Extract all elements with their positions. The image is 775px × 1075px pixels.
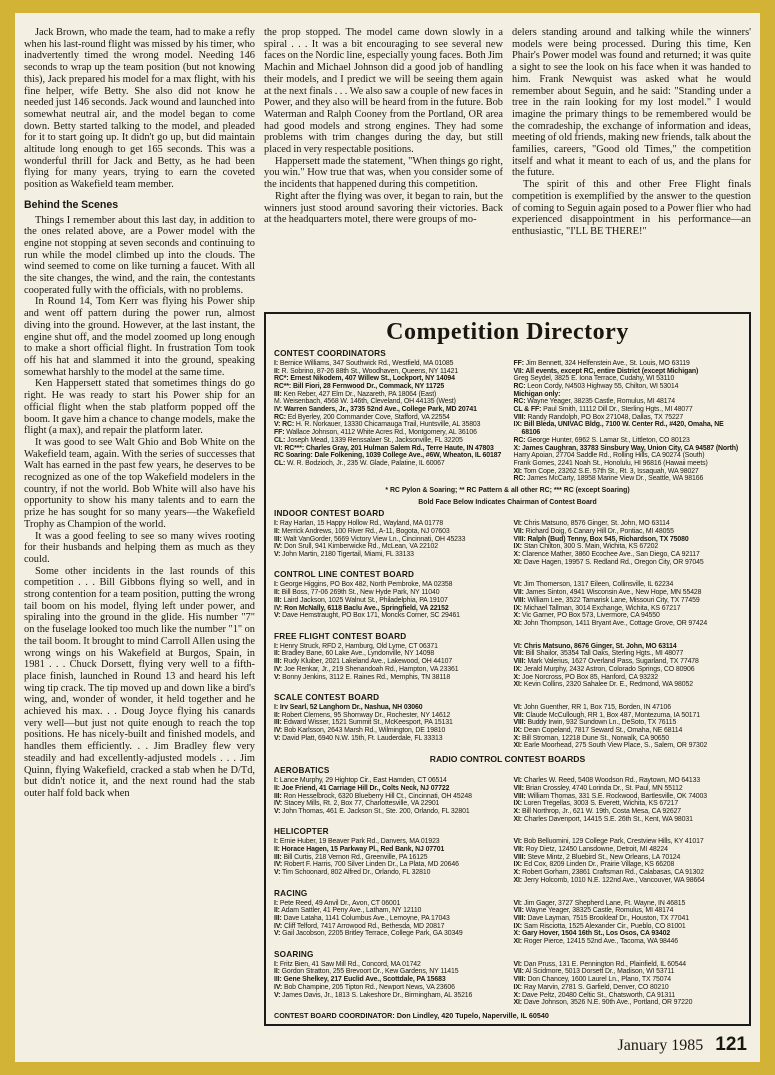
directory-entry: V: John Thomas, 461 E. Jackson St., Ste. 200, Orlando, FL 32801 [274, 807, 470, 815]
directory-entry: II: Merrick Andrews, 100 River Rd., A-11, Bogota, NJ 07603 [274, 527, 450, 535]
directory-entry: RC**: Bill Fiori, 28 Fernwood Dr., Commack, NY 11725 [274, 382, 445, 390]
directory-entry: VII: All events, except RC, entire District (except Michigan) [513, 367, 699, 375]
directory-entry: III: Bill Curtis, 218 Vernon Rd., Greenville, PA 16125 [274, 853, 428, 861]
soaring-right-column [514, 961, 742, 1007]
directory-entry: V: Tim Schoonard, 802 Alfred Dr., Orlando, FL 32810 [274, 869, 431, 877]
section-aerobatics [274, 766, 741, 823]
directory-entry: VII: Brian Crossley, 4740 Lorinda Dr., St. Paul, MN 55112 [513, 784, 683, 792]
directory-entry: II: R. Sobrino, 87-26 88th St., Woodhaven, Queens, NY 11421 [274, 367, 459, 375]
directory-entry: VIII: Mark Valerius, 1627 Overland Pass, Sugarland, TX 77478 [513, 658, 699, 666]
directory-entry: IV: Robert F. Harris, 700 Silver Linden Dr., La Plata, MD 20646 [274, 861, 459, 869]
directory-entry: III: Ron Hesselbrock, 6320 Blueberry Hill Ct., Cincinnati, OH 45248 [274, 792, 472, 800]
directory-entry: VIII: Ralph (Bud) Tenny, Box 545, Richardson, TX 75080 [513, 535, 689, 543]
directory-entry: FF: Jim Bennett, 324 Helfenstein Ave., St. Louis, MO 63119 [513, 359, 690, 367]
directory-entry: I: Fritz Bien, 41 Saw Mill Rd., Concord, MA 01742 [274, 960, 421, 968]
directory-entry: VIII: Don Chancey, 1600 Laurel Ln., Plano, TX 75074 [513, 976, 671, 984]
paragraph: The spirit of this and other Free Flight finals competition is exemplified by the answer to the question of coming to Seguin again posed to a Power flier who had experienced disappointment in his performance—an enthusiastic, "I'LL BE THERE!" [512, 179, 751, 237]
directory-entry: I: George Higgins, PO Box 482, North Pembroke, MA 02358 [274, 581, 453, 589]
directory-entry: FF: Wallace Johnson, 4112 White Acres Rd., Montgomery, AL 36106 [274, 429, 477, 437]
section-indoor-contest-board [274, 509, 741, 566]
directory-entry: X: Bill Northrop, Jr., 621 W. 19th, Costa Mesa, CA 92627 [513, 807, 682, 815]
directory-entry: X: Bill Stroman, 12218 Dune St., Norwalk, CA 90650 [513, 734, 670, 742]
directory-entry: X: Robert Gorham, 23861 Craftsman Rd., Calabasas, CA 91302 [513, 869, 704, 877]
directory-entry: I: Bernice Williams, 347 Southwick Rd., Westfield, MA 01085 [274, 359, 454, 367]
indoor-right-column [514, 520, 742, 566]
directory-entry: V: James Davis, Jr., 1813 S. Lakeshore Dr., Birmingham, AL 35216 [274, 991, 473, 999]
directory-entry: RC: James McCarty, 18958 Marine View Dr., Seattle, WA 98166 [513, 475, 704, 483]
directory-entry: M. Weisenbach, 4568 W. 146th, Cleveland, OH 44135 (West) [274, 398, 456, 406]
article-top-columns [264, 27, 751, 306]
paragraph: Behind the Scenes [24, 198, 119, 211]
page-number: 121 [715, 1034, 747, 1055]
directory-entry: XI: Charles Davenport, 14415 S.E. 26th St., Kent, WA 98031 [513, 815, 693, 823]
directory-entry: X: James Caughran, 33783 Sinsbury Way, Union City, CA 94587 (North) [513, 444, 739, 452]
paragraph: Happersett made the statement, "When things go right, you win." How true that was, when you consider some of the incidents that happened during this competition. [264, 155, 503, 191]
directory-entry: CL: W. R. Bodzioch, Jr., 235 W. Glade, Palatine, IL 60067 [274, 459, 445, 467]
paragraph: delers standing around and talking while the winners' models were being processed. During this time, Ken Phair's Power model was found and returned; it was quite a sight to see the look on his face when it was handed to him. Frank Newquist was asked what he would remember about Seguin, and he said: "Standing under a tree in the rain looking for my lost model." I would imagine the primary things to be remembered would be the comradeship, the exchange of information and ideas, meeting of old friends, making new friends, talk about the families, careers, "Good old Times," the competition itself and what it meant to each of us, and the plans for the future. [512, 27, 751, 179]
radio-control-boards-heading: RADIO CONTROL CONTEST BOARDS [429, 754, 586, 765]
section-free-flight-contest-board [274, 632, 741, 689]
directory-entry: IX: Ed Cox, 8209 Linden Dr., Prairie Village, KS 66208 [513, 861, 675, 869]
paragraph: Ken Happersett stated that sometimes things do go right. He was ready to start his Power ship for an official flight when the stab platform popped off the boom. It gave him a chance to change models, make the flight (a max), and repair the platform later. [24, 378, 255, 437]
directory-entry: II: Robert Clemens, 95 Shornway Dr., Rochester, NY 14612 [274, 711, 451, 719]
directory-entry: VI: Charles W. Reed, 5408 Woodson Rd., Raytown, MO 64133 [513, 777, 701, 785]
directory-entry: V: Dave Hemstraught, PO Box 171, Moncks Corner, SC 29461 [274, 612, 460, 620]
paragraph: Some other incidents in the last rounds of this competition . . . Bill Gibbons flying so well, and in strong contention for a team position, putting the wrong tail boom on his model, flying left under power, and spiraling into the ground in the glide. His number "7" on the fuselage looked too much like the number "1" on the tail boom. It brought to mind Carroll Allen using the wrong wings on his Wakefield at Burgos, Spain, in 1981 . . . Chuck Dorsett, flying very well to a fifth-place finish, launched in Round 13 and heard his left wing tip crack. The tip moved up and down like a bird's wing, and, wonder of wonder, it held together and he achieved his max. . . Doug Joyce flying his canards very well—but just not quite enough to reach the top positions. He has nicely-built and finished models, and handles them efficiently. . . Jim Bradley flew very steadily and had excellently-adjusted models . . . Jim Quinn, flying Wakefield, cracked a stab when he D/Td, but didn't notice it, and the next round had the stab outer half fold back when [24, 565, 255, 799]
free-flight-right-column [514, 643, 742, 689]
directory-entry: II: Bill Boss, 77-06 269th St., New Hyde Park, NY 11040 [274, 589, 440, 597]
right-area [264, 27, 751, 1056]
directory-entry: IX: Ray Marvin, 2781 S. Garfield, Denver, CO 80210 [513, 983, 669, 991]
directory-entry: RC: George Hunter, 6962 S. Lamar St., Littleton, CO 80123 [513, 436, 690, 444]
directory-entry: VII: Claude McCullough, RR 1, Box 487, Montezuma, IA 50171 [513, 711, 700, 719]
directory-entry: IV: Bob Champine, 205 Tipton Rd., Newport News, VA 23606 [274, 983, 455, 991]
directory-entry: II: Gordon Stratton, 255 Brevoort Dr., Kew Gardens, NY 11415 [274, 968, 459, 976]
directory-entry: IV: Stacey Mills, Rt. 2, Box 77, Charlottesville, VA 22901 [274, 800, 440, 808]
aerobatics-right-column [514, 777, 742, 823]
magazine-page [15, 13, 760, 1062]
directory-entry: VIII: Randy Randolph, PO Box 271048, Dallas, TX 75227 [513, 413, 684, 421]
directory-entry: III: Ken Reber, 427 Elm Dr., Nazareth, PA 18064 (East) [274, 390, 437, 398]
article-column-left [24, 27, 255, 1056]
directory-entry: IX: Dean Copeland, 7817 Seward St., Omaha, NE 68114 [513, 727, 683, 735]
section-heading: CONTEST COORDINATORS [274, 348, 386, 358]
directory-entry: XI: Roger Pierce, 12415 52nd Ave., Tacoma, WA 98446 [513, 938, 678, 946]
directory-entry: VII: Roy Dietz, 12450 Lansdowne, Detroit, MI 48224 [513, 846, 668, 854]
directory-entry: VI: Dan Pruss, 131 E. Pennington Rd., Plainfield, IL 60544 [513, 960, 686, 968]
paragraph: Jack Brown, who made the team, had to make a refly when his last-round flight was missed by his timer, who inadvertently timed the wrong model. Needing 146 seconds to wrap up the team position (but not knowing this), Jack prepared his model for a max flight, with his fine helper, wife Betty. She also did not know he needed just 146 seconds. Jack wound and launched into somewhat neutral air, and the model began to come down. Betty started talking to the model, and pleaded for it to start going up. It didn't go up, but did maintain altitude long enough to get 165 seconds. This was a wonderful thrill for Jack and Betty, as he had been flying for many years, trying to earn the coveted position as Wakefield team member. [24, 27, 255, 191]
helicopter-right-column [514, 838, 742, 884]
directory-entry: VIII: Steve Mintz, 2 Bluebird St., New Orleans, LA 70124 [513, 853, 681, 861]
helicopter-left-column [274, 838, 502, 884]
directory-entry: VII: Richard Doig, 6 Canary Hill Dr., Pontiac, MI 48055 [513, 527, 674, 535]
directory-entry: VI: Bob Belluomini, 129 College Park, Crestview Hills, KY 41017 [513, 838, 704, 846]
directory-entry: RC: Ed Byerley, 200 Commander Cove, Stafford, VA 22554 [274, 413, 450, 421]
page-content [24, 27, 751, 1056]
directory-entry: III: Gene Shelkey, 217 Euclid Ave., Scottdale, PA 15683 [274, 976, 446, 984]
asterisk-legend: * RC Pylon & Soaring; ** RC Pattern & all other RC; *** RC (except Soaring) [385, 487, 630, 495]
section-helicopter [274, 827, 741, 884]
article-column-right [512, 27, 751, 306]
directory-entry: VII: Al Scidmore, 5013 Dorsett Dr., Madison, WI 53711 [513, 968, 675, 976]
directory-entry: VI: Chris Matsuno, 8576 Ginger, St. John, MO 63114 [513, 520, 670, 528]
free-flight-left-column [274, 643, 502, 689]
issue-date: January 1985 [617, 1037, 704, 1054]
directory-entry: III: Dave Lataha, 1141 Columbus Ave., Lemoyne, PA 17043 [274, 914, 450, 922]
directory-entry: VI: Jim Gager, 3727 Shepherd Lane, Ft. Wayne, IN 46815 [513, 899, 686, 907]
directory-entry: RC: Wayne Yeager, 38235 Castle, Romulus, MI 48174 [513, 398, 675, 406]
directory-entry: Michigan only: [513, 390, 561, 398]
directory-entry: XI: Kevin Collins, 2320 Sahalee Dr. E., Redmond, WA 98052 [513, 681, 693, 689]
section-racing [274, 889, 741, 946]
directory-entry: V: David Platt, 6940 N.W. 15th, Ft. Lauderdale, FL 33313 [274, 734, 443, 742]
directory-entry: III: Walt VanGorder, 5669 Victory View Ln., Cincinnati, OH 45233 [274, 535, 466, 543]
directory-entry: VIII: William Lee, 3522 Tamarisk Lane, Missouri City, TX 77459 [513, 596, 700, 604]
racing-left-column [274, 900, 502, 946]
section-control-line-contest-board [274, 570, 741, 627]
directory-entry: IX: Stan Chilton, 300 S. Main, Wichita, KS 67202 [513, 543, 659, 551]
directory-entry: IV: Cliff Telford, 7417 Arrowood Rd., Bethesda, MD 20817 [274, 922, 445, 930]
directory-entry: IV: Ron McNally, 6118 Baclu Ave., Springfield, VA 22152 [274, 604, 449, 612]
directory-entry: CL & FF: Paul Smith, 11112 Dill Dr., Sterling Hgts., MI 48077 [513, 406, 693, 414]
section-scale-contest-board [274, 693, 741, 750]
directory-entry: IX: Bill Bleda, UNIVAC Bldg., 7100 W. Center Rd., #420, Omaha, NE 68106 [513, 421, 724, 437]
directory-entry: II: Bradley Bane, 60 Lake Ave., Lyndonville, NY 14098 [274, 650, 435, 658]
section-soaring [274, 950, 741, 1007]
directory-entry: II: Horace Hagen, 15 Parkway Pl., Red Bank, NJ 07701 [274, 846, 445, 854]
paragraph: It was a good feeling to see so many wives rooting for their husbands and helping them as much as they could. [24, 530, 255, 565]
directory-entry: VII: Bill Shailor, 35354 Tall Oaks, Sterling Hgts., MI 48077 [513, 650, 684, 658]
directory-entry: VI: John Guenther, RR 1, Box 715, Borden, IN 47106 [513, 703, 671, 711]
directory-entry: III: Rudy Kluiber, 2021 Lakeland Ave., Lakewood, OH 44107 [274, 658, 453, 666]
section-contest-coordinators [274, 349, 741, 483]
section-heading: HELICOPTER [274, 827, 329, 837]
directory-entry: I: Irv Searl, 52 Langhorn Dr., Nashua, NH 03060 [274, 703, 423, 711]
directory-entry: VIII: Buddy Irwin, 932 Sundown Ln., DeSoto, TX 76115 [513, 719, 677, 727]
directory-entry: IV: Bob Karlsson, 2643 Marsh Rd., Wilmington, DE 19810 [274, 727, 446, 735]
coordinators-left-column [274, 360, 502, 483]
section-heading: FREE FLIGHT CONTEST BOARD [274, 631, 407, 641]
directory-entry: IX: Loren Tregellas, 3003 S. Everett, Wichita, KS 67217 [513, 800, 679, 808]
directory-entry: IV: Joe Renkar, Jr., 219 Shenandoah Rd., Hampton, VA 23361 [274, 665, 459, 673]
control-line-left-column [274, 581, 502, 627]
paragraph: Right after the flying was over, it began to rain, but the winners just stood around savoring their victories. Back at the headquarters motel, there were groups of mo- [264, 190, 503, 226]
directory-entry: VII: Wayne Yeager, 38325 Castle, Romulus, MI 48174 [513, 907, 674, 915]
directory-entry: X: Dave Peltz, 20480 Celtic St., Chatsworth, CA 91311 [513, 991, 676, 999]
directory-entry: V: Gail Jacobson, 2205 Britley Terrace, College Park, GA 30349 [274, 930, 463, 938]
aerobatics-left-column [274, 777, 502, 823]
directory-entry: X: Joe Norcross, PO Box 85, Hanford, CA 93232 [513, 673, 659, 681]
directory-entry: RC: Leon Cordy, N4503 Highway 55, Chilton, WI 53014 [513, 382, 679, 390]
section-heading: SCALE CONTEST BOARD [274, 692, 380, 702]
directory-entry: CL: Joseph Mead, 1339 Renssalaer St., Jacksonville, FL 32205 [274, 436, 463, 444]
directory-entry: IV: Don Srull, 941 Kimberwicke Rd., McLean, VA 22102 [274, 543, 438, 551]
directory-entry: IX: Sam Risciotta, 1525 Alexander Cir., Pueblo, CO 81001 [513, 922, 686, 930]
contest-board-coordinator-line: CONTEST BOARD COORDINATOR: Don Lindley, 420 Tupelo, Naperville, IL 60540 [274, 1011, 549, 1020]
directory-entry: III: Edward Wisser, 1521 Summit St., McKeesport, PA 15131 [274, 719, 453, 727]
directory-entry: IX: Jerald Murphy, 2432 Astron, Colorado Springs, CO 80906 [513, 665, 695, 673]
directory-entry: XI: Jerry Holcomb, 1010 N.E. 122nd Ave., Vancouver, WA 98664 [513, 876, 705, 884]
directory-entry: VIII: Dave Layman, 7515 Brookleaf Dr., Houston, TX 77041 [513, 914, 689, 922]
directory-entry: I: Lance Murphy, 29 Hightop Cir., East Hamden, CT 06514 [274, 777, 447, 785]
directory-entry: VII: James Sinton, 4941 Wisconsin Ave., New Hope, MN 55428 [513, 589, 702, 597]
directory-entry: I: Henry Struck, RFD 2, Hamburg, Old Lyme, CT 06371 [274, 642, 438, 650]
section-heading: INDOOR CONTEST BOARD [274, 509, 385, 519]
section-heading: RACING [274, 888, 308, 898]
directory-entry: X: Clarence Mather, 3860 Ecochee Ave., San Diego, CA 92117 [513, 551, 700, 559]
section-heading: CONTROL LINE CONTEST BOARD [274, 570, 415, 580]
directory-entry: I: Ernie Huber, 19 Beaver Park Rd., Danvers, MA 01923 [274, 838, 440, 846]
directory-entry: VI: Chris Matsuno, 8676 Ginger, St. John, MO 63114 [513, 642, 677, 650]
directory-entry: RC Soaring: Dale Folkening, 1039 College Ave., #6W, Wheaton, IL 60187 [274, 452, 502, 460]
directory-entry: VIII: William Thomas, 331 S.E. Rockwood, Bartlesville, OK 74003 [513, 792, 708, 800]
racing-right-column [514, 900, 742, 946]
section-heading: AEROBATICS [274, 766, 330, 776]
directory-entry: RC*: Ernest Nikodem, 407 Willew St., Lockport, NY 14094 [274, 375, 455, 383]
directory-entry: IX: Michael Tallman, 3014 Exchange, Wichita, KS 67217 [513, 604, 681, 612]
directory-entry: X: Gary Hover, 1504 16th St., Los Osos, CA 93402 [513, 930, 671, 938]
directory-entry: VI: RC***: Charles Gray, 201 Hulman Salem Rd., Terre Haute, IN 47803 [274, 444, 494, 452]
boldface-note: Bold Face Below Indicates Chairman of Contest Board [418, 498, 597, 506]
soaring-left-column [274, 961, 502, 1007]
competition-directory-box [264, 312, 751, 1026]
directory-entry: XI: John Thompson, 1411 Bryant Ave., Cottage Grove, OR 97424 [513, 619, 708, 627]
paragraph: Things I remember about this last day, in addition to the ones related above, are a Power model with the engine not stopping at seven seconds and continuing to run while the model climbed up into the clouds. The wind seemed to come on like turning a faucet. With all the site changes, the wind, and the rain, the contestants cooperated fully with the officials, with no problems. [24, 214, 255, 296]
directory-entry: VI: Jim Thomerson, 1317 Eileen, Collinsville, IL 62234 [513, 581, 674, 589]
directory-entry: I: Pete Reed, 49 Anvil Dr., Avon, CT 06001 [274, 899, 401, 907]
directory-entry: XI: Dave Hagen, 19957 S. Redland Rd., Oregon City, OR 97045 [513, 558, 704, 566]
directory-entry: XI: Dave Johnson, 3526 N.E. 90th Ave., Portland, OR 97220 [513, 999, 693, 1007]
directory-entry: Frank Gomes, 2241 Noah St., Honolulu, HI 96816 (Hawaii meets) [513, 459, 708, 467]
directory-entry: I: Ray Harlan, 15 Happy Hollow Rd., Wayland, MA 01778 [274, 520, 444, 528]
directory-entry: IV: Warren Sanders, Jr., 3735 52nd Ave., College Park, MD 20741 [274, 406, 477, 414]
section-heading: SOARING [274, 949, 314, 959]
coordinators-right-column [514, 360, 742, 483]
control-line-right-column [514, 581, 742, 627]
directory-entry: V: RC: H. R. Norkauer, 13330 Chicamauga Trail, Huntsville, AL 35803 [274, 421, 481, 429]
scale-right-column [514, 704, 742, 750]
paragraph: In Round 14, Tom Kerr was flying his Power ship and went off pattern during the power run, almost diving into the ground. However, at the last instant, the engine shut off, and the model zoomed up long enough to make a short official flight. In frustration Tom took off his hat and slammed it into the ground, speaking somewhat harshly to the model at the same time. [24, 296, 255, 378]
page-footer [264, 1026, 751, 1056]
directory-entry: XI: Earle Moorhead, 275 South View Place, S., Salem, OR 97302 [513, 742, 708, 750]
directory-title: Competition Directory [386, 318, 629, 345]
directory-entry: III: Laird Jackson, 1025 Walnut St., Philadelphia, PA 19107 [274, 596, 448, 604]
directory-entry: Greg Seydel, 3825 E. Iona Terrace, Cudahy, WI 53110 [513, 375, 675, 383]
paragraph: the prop stopped. The model came down slowly in a spiral . . . It was a bit encouraging to see several new faces on the Nordic line, especially young faces. Both Jim Machin and Michael Johnson did a good job of handling their models, and I predict we will be seeing them again at the next finals . . . We also saw a couple of new faces in Power, and they also will be heard from in the future. Bob Waterman and Ralph Cooney from the Portland, OR area had good models and strong engines. They had some problems with trim changes during the day, but still placed in very respectable positions. [264, 27, 503, 156]
directory-entry: Harry Apoian, 27704 Saddle Rd., Rolling Hills, CA 90274 (South) [513, 452, 705, 460]
directory-entry: V: Bonny Jenkins, 3112 E. Raines Rd., Memphis, TN 38118 [274, 673, 451, 681]
directory-entry: V: John Martin, 2180 Tigertail, Miami, FL 33133 [274, 551, 414, 559]
directory-entry: X: Vic Garner, PO Box 573, Livermore, CA 94550 [513, 612, 660, 620]
paragraph: It was good to see Walt Ghio and Bob White on the Wakefield team, again. With the series of successes that Walt has earned in the past few years, he deserves to be recognized as one of the top Wakefield modelers in the country, if not the world. Bob White will also have his opportunity to show his many talents and to earn the prize he has sought for so many years—the Wakefield Trophy as Champion of the world. [24, 436, 255, 530]
directory-entry: XI: Tom Cope, 23262 S.E. 57th St., Rt. 3, Issaquah, WA 98027 [513, 467, 699, 475]
article-column-middle [264, 27, 503, 306]
directory-entry: II: Adam Sattler, 41 Peny Ave., Latham, NY 12110 [274, 907, 422, 915]
indoor-left-column [274, 520, 502, 566]
scale-left-column [274, 704, 502, 750]
directory-entry: II: Joe Friend, 41 Carriage Hill Dr., Colts Neck, NJ 07722 [274, 784, 450, 792]
